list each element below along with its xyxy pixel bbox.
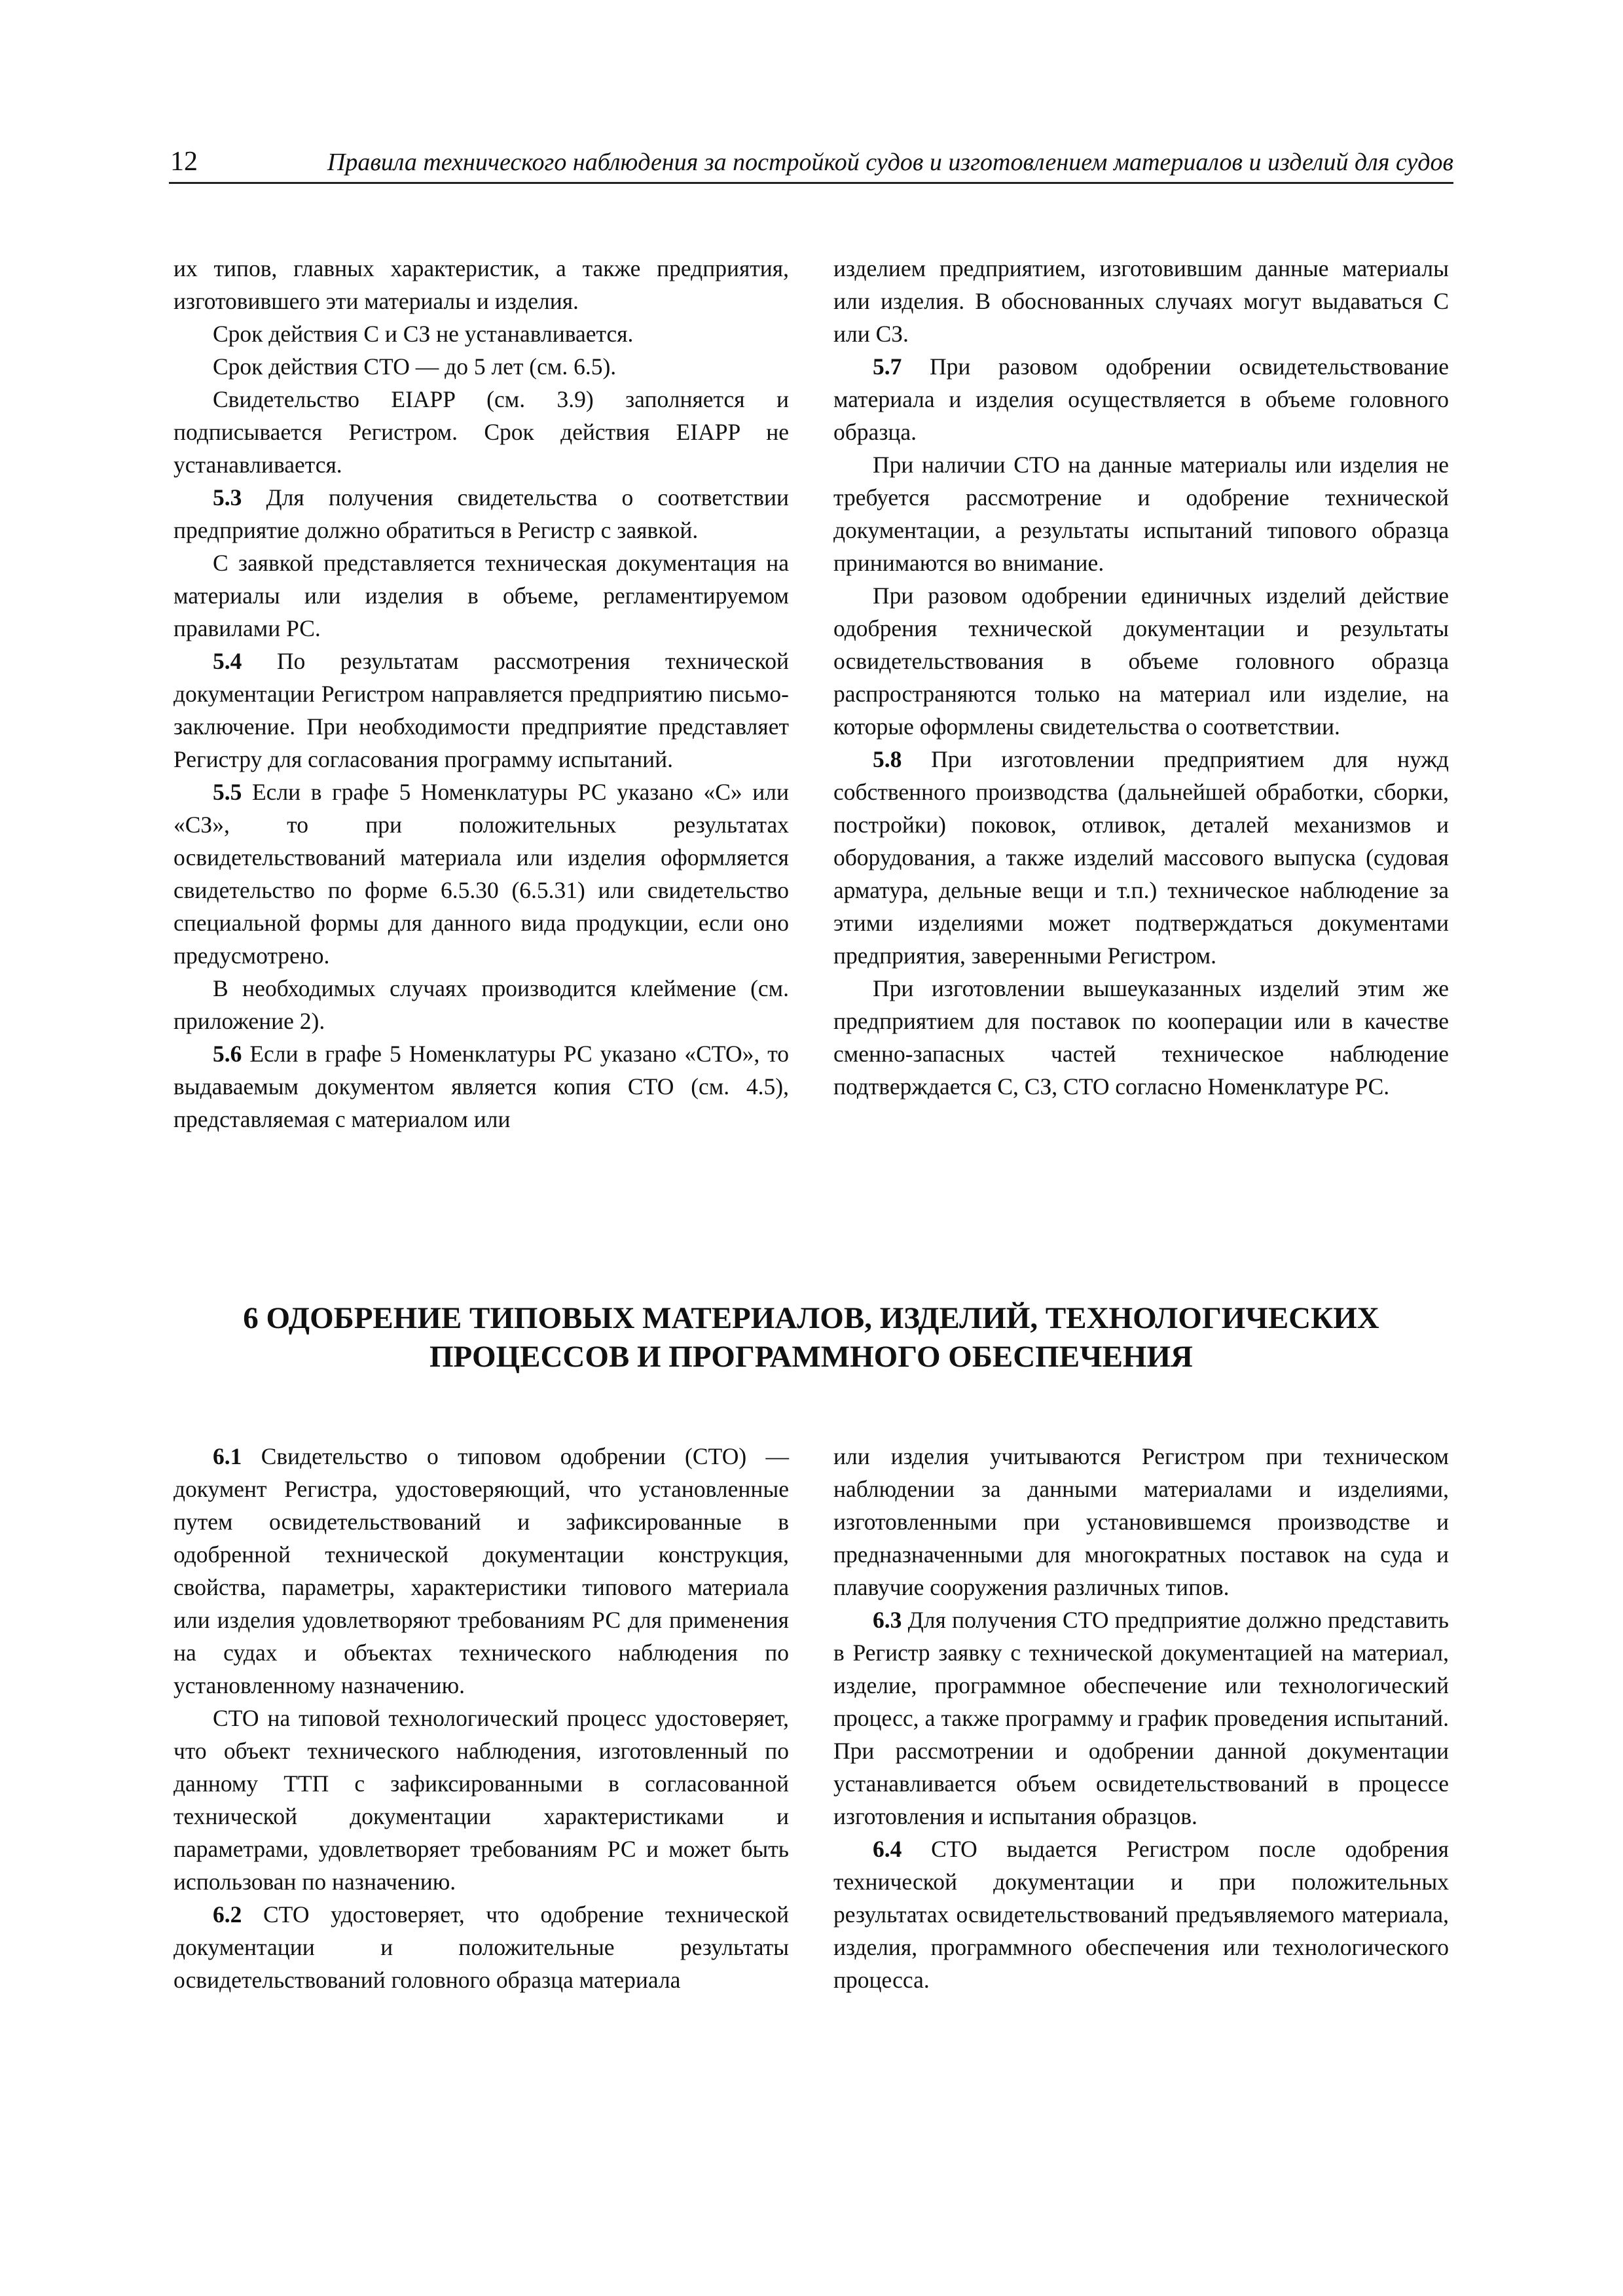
top-left-column (173, 252, 789, 1136)
paragraph: В необходимых случаях производится клеймение (см. приложение 2). (173, 975, 789, 1034)
paragraph: С заявкой представляется техническая документация на материалы или изделия в объеме, регламентируемом правилами РС. (173, 550, 789, 641)
clause-number: 5.3 (213, 484, 242, 511)
clause-number: 6.2 (213, 1901, 242, 1928)
clause-number: 5.5 (213, 779, 242, 805)
paragraph: Срок действия СТО — до 5 лет (см. 6.5). (213, 353, 617, 380)
running-header (169, 145, 1453, 184)
paragraph (833, 1833, 1449, 1996)
top-right-column (833, 252, 1449, 1103)
paragraph: изделием предприятием, изготовившим данные материалы или изделия. В обоснованных случаях могут выдаваться С или СЗ. (833, 255, 1449, 347)
clause-number: 5.4 (213, 648, 242, 674)
paragraph: Свидетельство EIAPP (см. 3.9) заполняется и подписывается Регистром. Срок действия EIAPP не устанавливается. (173, 386, 789, 478)
bottom-right-column (833, 1440, 1449, 1996)
paragraph-text: СТО удостоверяет, что одобрение технической документации и положительные результаты освидетельствований головного образца материала (173, 1901, 789, 1993)
paragraph: При наличии СТО на данные материалы или изделия не требуется рассмотрение и одобрение технической документации, а результаты испытаний типового образца принимаются во внимание. (833, 452, 1449, 576)
clause-number: 6.1 (213, 1443, 242, 1469)
paragraph-text: Если в графе 5 Номенклатуры РС указано «С» или «СЗ», то при положительных результатах освидетельствований материала или изделия оформляется свидетельство по форме 6.5.30 (6.5.31) или свидетельство специальной формы для данного вида продукции, если оно предусмотрено. (173, 779, 789, 969)
paragraph (833, 1604, 1449, 1833)
section-heading-line: ПРОЦЕССОВ И ПРОГРАММНОГО ОБЕСПЕЧЕНИЯ (429, 1340, 1193, 1374)
paragraph: Срок действия С и СЗ не устанавливается. (213, 321, 634, 347)
paragraph-text: При изготовлении предприятием для нужд собственного производства (дальнейшей обработки, сборки, постройки) поковок, отливок, деталей механизмов и оборудования, а также изделий массового выпуска (судовая арматура, дельные вещи и т.п.) техническое наблюдение за этими изделиями может подтверждаться документами предприятия, заверенными Регистром. (833, 746, 1449, 969)
section-heading-line: 6 ОДОБРЕНИЕ ТИПОВЫХ МАТЕРИАЛОВ, ИЗДЕЛИЙ, ТЕХНОЛОГИЧЕСКИХ (243, 1301, 1379, 1335)
clause-number: 5.7 (873, 353, 902, 380)
paragraph (173, 1440, 789, 1702)
clause-number: 5.6 (213, 1041, 242, 1067)
paragraph (173, 1898, 789, 1996)
section-heading (169, 1299, 1453, 1376)
paragraph: их типов, главных характеристик, а также предприятия, изготовившего эти материалы и изделия. (173, 255, 789, 314)
page-number: 12 (170, 147, 198, 177)
clause-number: 6.4 (873, 1836, 902, 1862)
paragraph-text: По результатам рассмотрения технической документации Регистром направляется предприятию письмо-заключение. При необходимости предприятие представляет Регистру для согласования программу испытаний. (173, 648, 790, 772)
paragraph-text: Для получения СТО предприятие должно представить в Регистр заявку с технической документацией на материал, изделие, программное обеспечение или технологический процесс, а также программу и график проведения испытаний. При рассмотрении и одобрении данной документации устанавливается объем освидетельствований в процессе изготовления и испытания образцов. (833, 1607, 1450, 1829)
paragraph (173, 1037, 789, 1136)
paragraph (173, 776, 789, 972)
paragraph (833, 743, 1449, 972)
paragraph-text: Для получения свидетельства о соответствии предприятие должно обратиться в Регистр с заявкой. (173, 484, 789, 543)
clause-number: 5.8 (873, 746, 902, 772)
paragraph: При разовом одобрении единичных изделий действие одобрения технической документации и результаты освидетельствования в объеме головного образца распространяются только на материал или изделие, на которые оформлены свидетельства о соответствии. (833, 583, 1449, 740)
paragraph-text: Свидетельство о типовом одобрении (СТО) — документ Регистра, удостоверяющий, что установленные путем освидетельствований и зафиксированные в одобренной технической документации конструкция, свойства, параметры, характеристики типового материала или изделия удовлетворяют требованиям РС для применения на судах и объектах технического наблюдения по установленному назначению. (173, 1443, 790, 1698)
paragraph-text: СТО выдается Регистром после одобрения технической документации и при положительных результатах освидетельствований предъявляемого материала, изделия, программного обеспечения или технологического процесса. (833, 1836, 1449, 1993)
paragraph (173, 645, 789, 776)
paragraph-text: При разовом одобрении освидетельствование материала и изделия осуществляется в объеме головного образца. (833, 353, 1450, 445)
paragraph (173, 481, 789, 547)
paragraph-text: Если в графе 5 Номенклатуры РС указано «СТО», то выдаваемым документом является копия СТО (см. 4.5), представляемая с материалом или (173, 1041, 789, 1132)
paragraph: СТО на типовой технологический процесс удостоверяет, что объект технического наблюдения, изготовленный по данному ТТП с зафиксированными в согласованной технической документации характеристиками и параметрами, удовлетворяет требованиям РС и может быть использован по назначению. (173, 1705, 789, 1895)
paragraph (833, 350, 1449, 448)
paragraph: При изготовлении вышеуказанных изделий этим же предприятием для поставок по кооперации или в качестве сменно-запасных частей техническое наблюдение подтверждается С, СЗ, СТО согласно Номенклатуре РС. (833, 975, 1449, 1100)
clause-number: 6.3 (873, 1607, 902, 1633)
paragraph: или изделия учитываются Регистром при техническом наблюдении за данными материалами и изделиями, изготовленными при установившемся производстве и предназначенными для многократных поставок на суда и плавучие сооружения различных типов. (833, 1443, 1449, 1600)
bottom-left-column (173, 1440, 789, 1996)
running-header-title: Правила технического наблюдения за постройкой судов и изготовлением материалов и изделий для судов (327, 149, 1453, 176)
